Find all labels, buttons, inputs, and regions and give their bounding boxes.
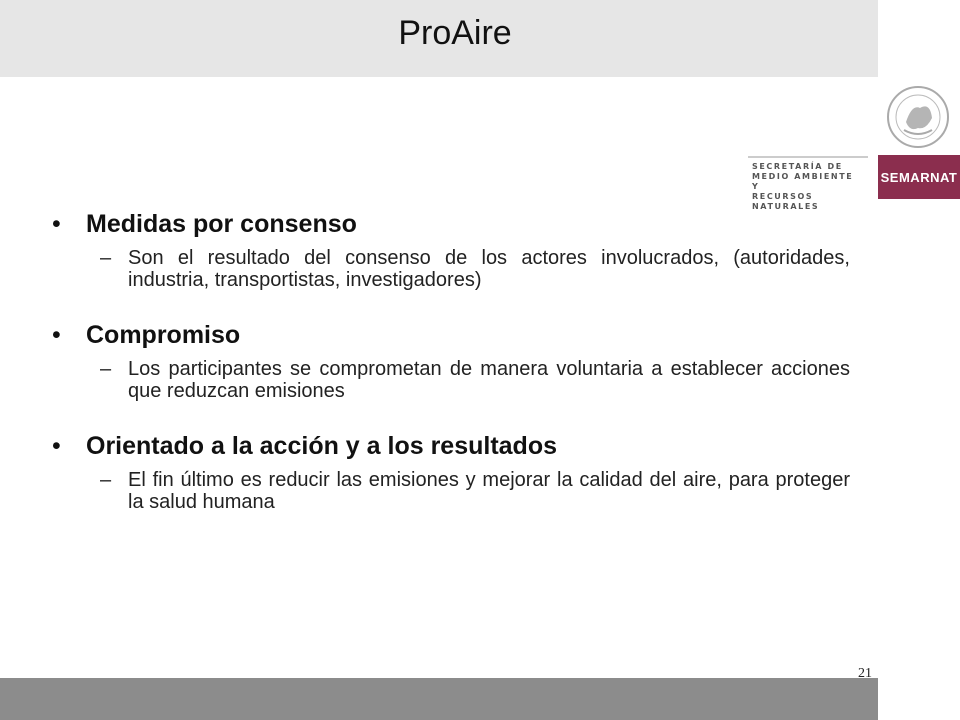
bullet-list (52, 210, 852, 543)
secretaria-line-3: RECURSOS NATURALES (752, 192, 820, 211)
slide-title: ProAire (398, 14, 512, 52)
item-heading: Compromiso (86, 321, 241, 349)
item-heading: Orientado a la acción y a los resultados (86, 432, 557, 460)
item-subtext: Son el resultado del consenso de los actores involucrados, (autoridades, industria, transportistas, investigadores) (128, 247, 850, 291)
item-subtext: El fin último es reducir las emisiones y mejorar la calidad del aire, para proteger la salud humana (128, 469, 850, 513)
page-number: 21 (858, 666, 872, 681)
secretaria-line-1: SECRETARÍA DE (752, 162, 843, 171)
bullet-icon: • (52, 432, 61, 460)
secretaria-text-block (752, 162, 864, 212)
list-item (52, 432, 852, 513)
item-subtext: Los participantes se comprometan de manera voluntaria a establecer acciones que reduzcan emisiones (128, 358, 850, 402)
divider (748, 156, 868, 158)
item-heading: Medidas por consenso (86, 210, 357, 238)
bullet-icon: • (52, 210, 61, 238)
dash-icon: – (100, 358, 112, 380)
dash-icon: – (100, 247, 112, 269)
semarnat-logo: SEMARNAT (878, 155, 960, 199)
bullet-icon: • (52, 321, 61, 349)
secretaria-line-2: MEDIO AMBIENTE Y (752, 172, 854, 191)
list-item (52, 210, 852, 291)
footer-bar (0, 678, 878, 720)
list-item (52, 321, 852, 402)
dash-icon: – (100, 469, 112, 491)
coat-of-arms-seal-icon (880, 82, 956, 152)
